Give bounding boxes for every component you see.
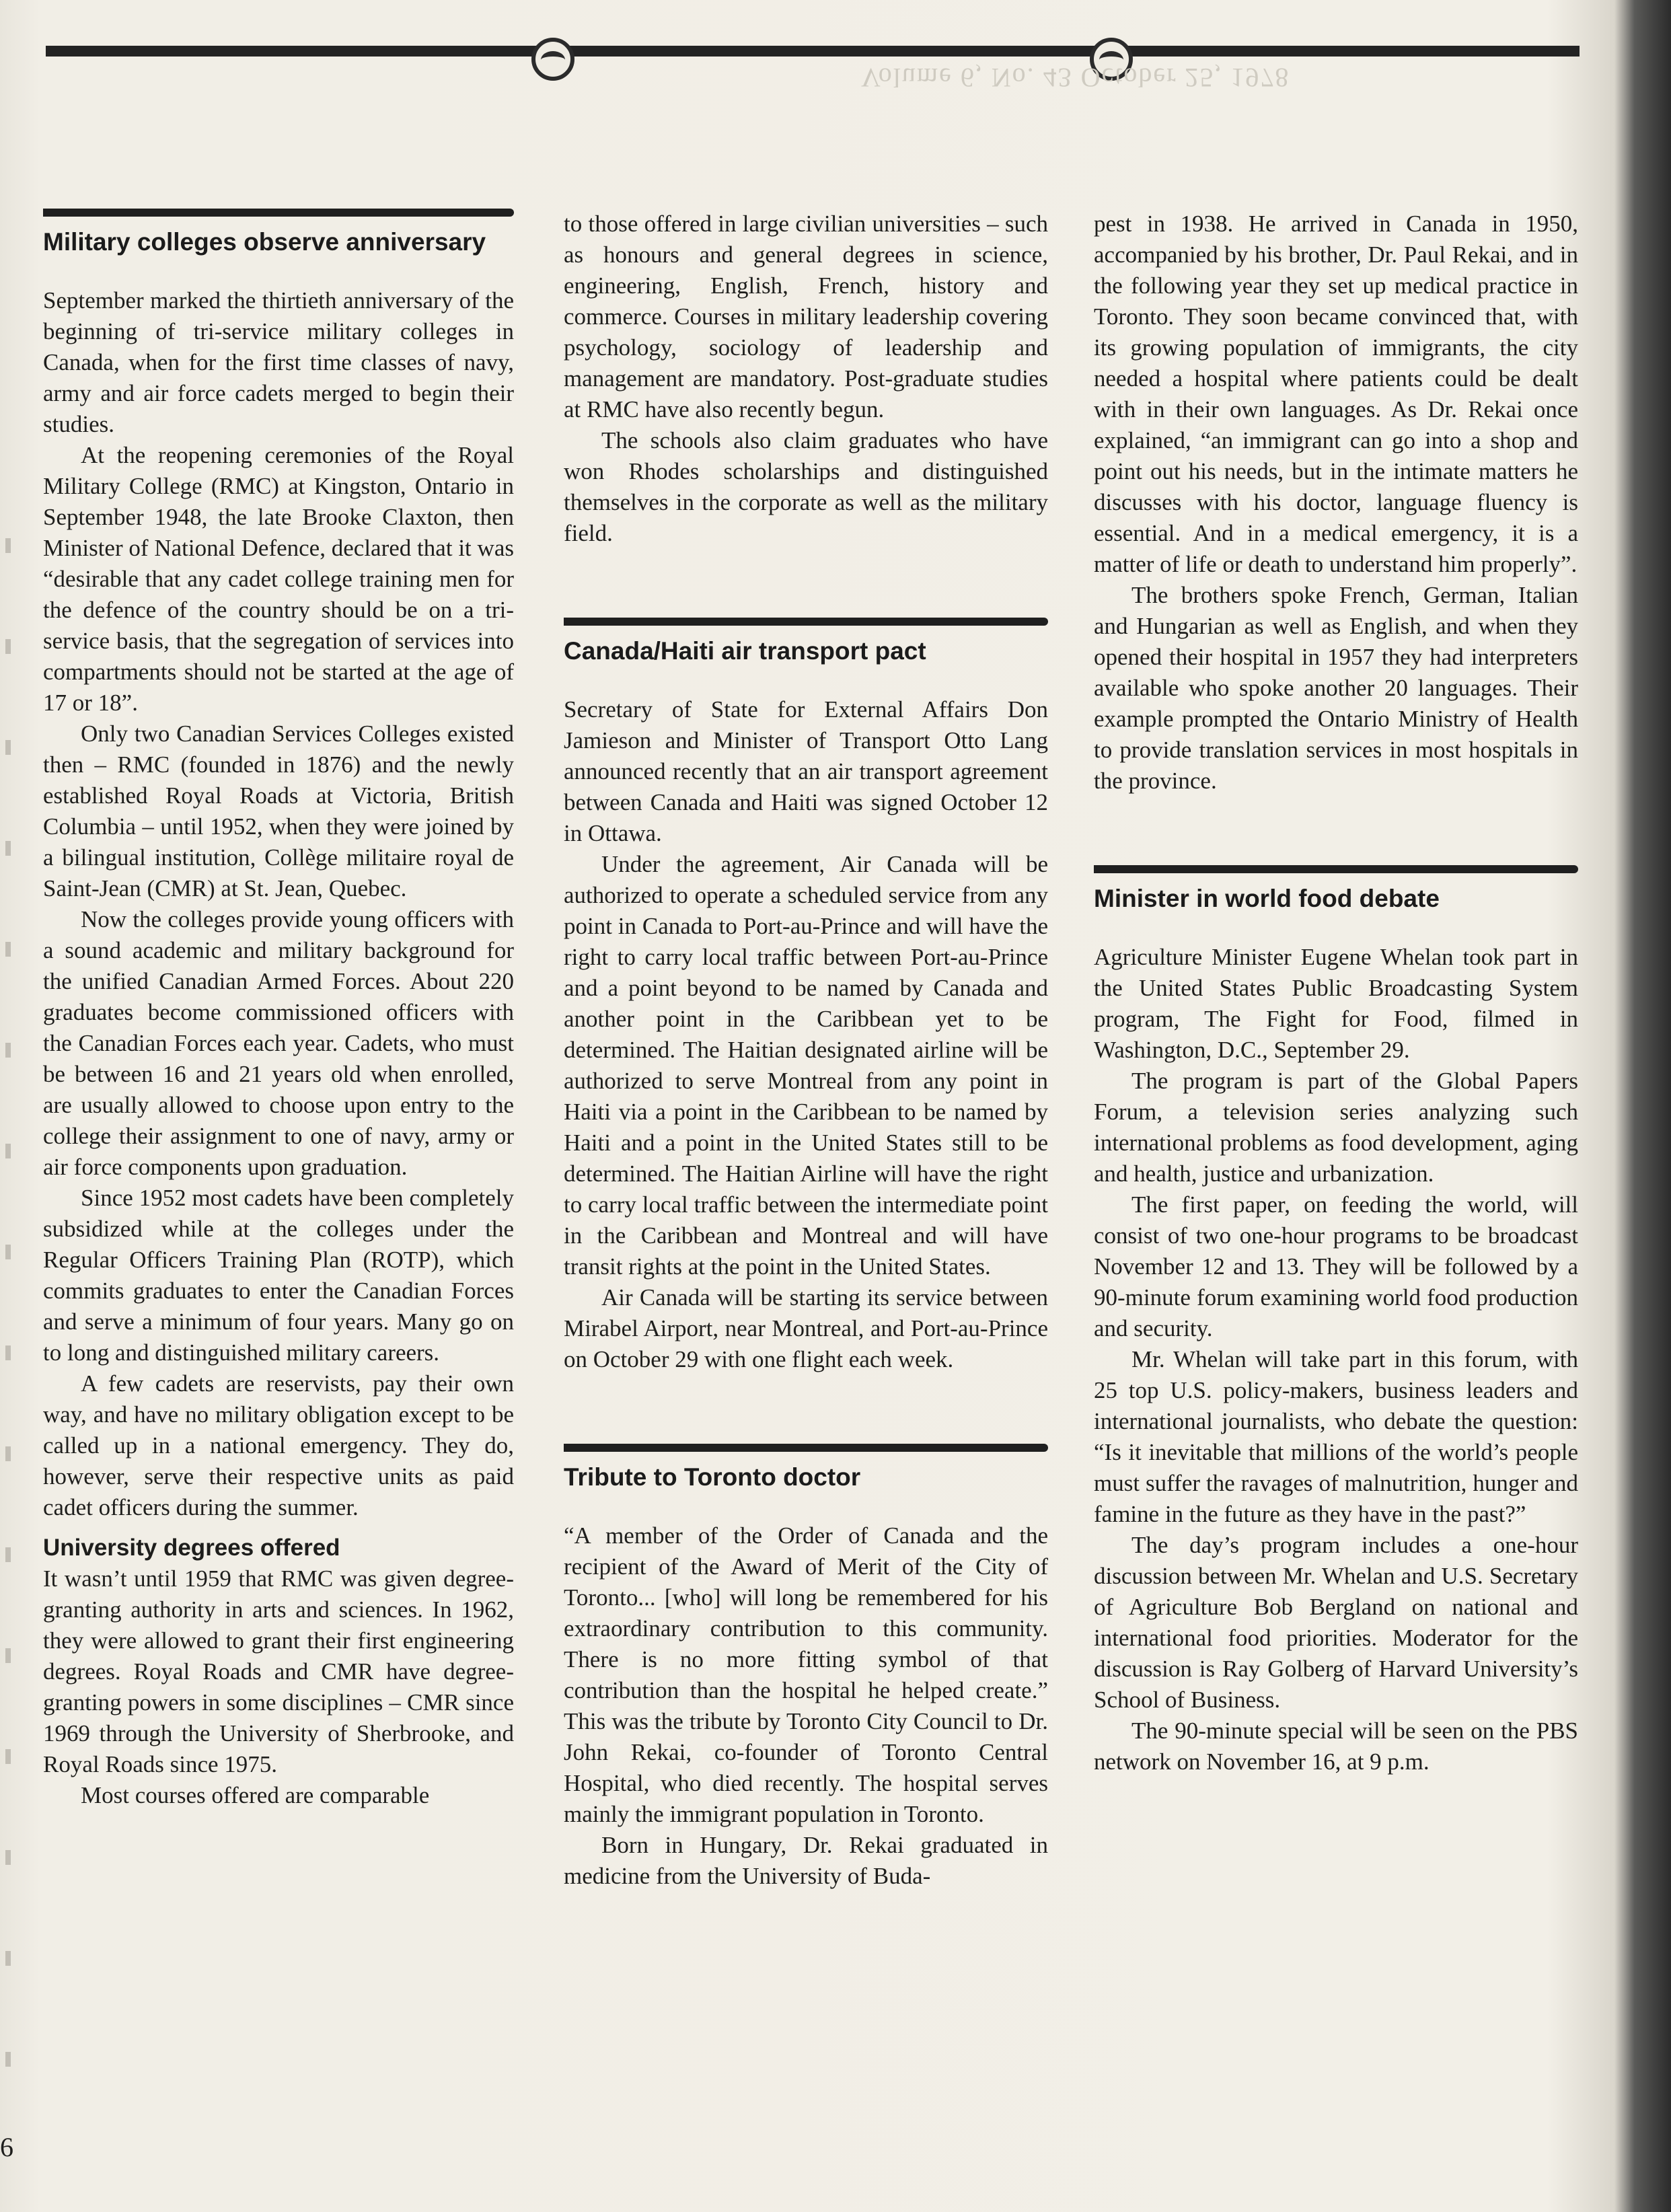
article-paragraph: The program is part of the Global Papers Forum, a television series analyzing such international problems as food development, aging and health, justice and urbanization. — [1094, 1068, 1578, 1187]
article-paragraph: Under the agreement, Air Canada will be authorized to operate a scheduled service from any point in Canada to Port-au-Prince and will have the right to carry local traffic between Port-au-Prince and a point beyond to be named by Canada and another point in the Caribbean yet to be determined. The Haitian designated airline will be authorized to serve Montreal from any point in Haiti via a point in the Caribbean to be named by Haiti and a point in the United States still to be determined. The Haitian Airline will have the right to carry local traffic between the intermediate point in the Caribbean and Montreal and will have transit rights at the point in the United States. — [564, 851, 1048, 1280]
article-paragraph: Agriculture Minister Eugene Whelan took part in the United States Public Broadcasting System program, The Fight for Food, filmed in Washington, D.C., September 29. — [1094, 944, 1578, 1063]
article-paragraph: September marked the thirtieth anniversary of the beginning of tri-service military colleges in Canada, when for the first time classes of navy, army and air force cadets merged to begin their studies. — [43, 287, 514, 437]
article-paragraph: Most courses offered are comparable — [81, 1782, 430, 1808]
article-paragraph: Since 1952 most cadets have been completely subsidized while at the colleges under the Regular Officers Training Plan (ROTP), which commits graduates to enter the Canadian Forces and serve a minimum of four years. Many go on to long and distinguished military careers. — [43, 1185, 514, 1366]
column-3 — [1094, 209, 1578, 1777]
article-headline: Canada/Haiti air transport pact — [564, 637, 926, 665]
article-paragraph: Mr. Whelan will take part in this forum, with 25 top U.S. policy-makers, business leaders and international journalists, who debate the question: “Is it inevitable that millions of the world’s people must suffer the ravages of malnutrition, hunger and famine in the future as they have in the past?” — [1094, 1346, 1578, 1527]
article-headline: Tribute to Toronto doctor — [564, 1463, 861, 1491]
article-headline: Military colleges observe anniversary — [43, 228, 486, 256]
ornament-icon — [531, 38, 574, 81]
article-paragraph: Now the colleges provide young officers with a sound academic and military background for the unified Canadian Armed Forces. About 220 graduates become commissioned officers with the Canadian Forces each year. Cadets, who must be between 16 and 21 years old when enrolled, are usually allowed to choose upon entry to the college their assignment to one of navy, army or air force components upon graduation. — [43, 906, 514, 1180]
article-paragraph: The day’s program includes a one-hour discussion between Mr. Whelan and U.S. Secretary of Agriculture Bob Bergland on national and international food priorities. Moderator for the discussion is Ray Golberg of Harvard University’s School of Business. — [1094, 1532, 1578, 1713]
section-rule — [1094, 865, 1578, 873]
article-paragraph: Secretary of State for External Affairs Don Jamieson and Minister of Transport Otto Lang announced recently that an air transport agreement between Canada and Haiti was signed October 12 in Ottawa. — [564, 696, 1048, 846]
article-subhead: University degrees offered — [43, 1535, 340, 1561]
article-paragraph: to those offered in large civilian universities – such as honours and general degrees in science, engineering, English, French, history and commerce. Courses in military leadership covering psychology, sociology of leadership and management are mandatory. Post-graduate studies at RMC have also recently begun. — [564, 211, 1048, 422]
section-rule — [43, 209, 514, 217]
article-paragraph: pest in 1938. He arrived in Canada in 1950, accompanied by his brother, Dr. Paul Rekai, and in the following year they set up medical practice in Toronto. They soon became convinced that, with its growing population of immigrants, the city needed a hospital where patients could be dealt with in their own languages. As Dr. Rekai once explained, “an immigrant can go into a shop and point out his needs, but in the intimate matters he discusses with his doctor, language fluency is essential. And in a medical emergency, it is a matter of life or death to understand him properly”. — [1094, 211, 1578, 577]
article-paragraph: Born in Hungary, Dr. Rekai graduated in medicine from the University of Buda- — [564, 1832, 1048, 1889]
article-paragraph: “A member of the Order of Canada and the recipient of the Award of Merit of the City of Toronto... [who] will long be remembered for his extraordinary contribution to this community. There is no more fitting symbol of that contribution than the hospital he helped create.” This was the tribute by Toronto City Council to Dr. John Rekai, co-founder of Toronto Central Hospital, who died recently. The hospital serves mainly the immigrant population in Toronto. — [564, 1522, 1048, 1827]
article-paragraph: At the reopening ceremonies of the Royal Military College (RMC) at Kingston, Ontario in September 1948, the late Brooke Claxton, then Minister of National Defence, declared that it was “desirable that any cadet college training men for the defence of the country should be on a tri-service basis, that the segregation of services into compartments should not be started at the age of 17 or 18”. — [43, 442, 514, 716]
article-paragraph: The 90-minute special will be seen on the PBS network on November 16, at 9 p.m. — [1094, 1718, 1578, 1775]
article-paragraph: The schools also claim graduates who have won Rhodes scholarships and distinguished themselves in the corporate as well as the military field. — [564, 427, 1048, 546]
section-rule — [564, 1444, 1048, 1452]
article-paragraph: It wasn’t until 1959 that RMC was given degree-granting authority in arts and sciences. In 1962, they were allowed to grant their first engineering degrees. Royal Roads and CMR have degree-granting powers in some disciplines – CMR since 1969 through the University of Sherbrooke, and Royal Roads since 1975. — [43, 1565, 514, 1777]
article-paragraph: Air Canada will be starting its service between Mirabel Airport, near Montreal, and Port-au-Prince on October 29 with one flight each week. — [564, 1284, 1048, 1372]
section-rule — [564, 618, 1048, 626]
article-headline: Minister in world food debate — [1094, 885, 1440, 912]
top-rule — [46, 46, 1580, 57]
article-paragraph: Only two Canadian Services Colleges existed then – RMC (founded in 1876) and the newly established Royal Roads at Victoria, British Columbia – until 1952, when they were joined by a bilingual institution, Collège militaire royal de Saint-Jean (CMR) at St. Jean, Quebec. — [43, 721, 514, 901]
page-number: 6 — [0, 2132, 13, 2162]
article-paragraph: The first paper, on feeding the world, will consist of two one-hour programs to be broadcast November 12 and 13. They will be followed by a 90-minute forum examining world food production and security. — [1094, 1191, 1578, 1341]
article-paragraph: The brothers spoke French, German, Italian and Hungarian as well as English, and when they opened their hospital in 1957 they had interpreters available who spoke another 20 languages. Their example prompted the Ontario Ministry of Health to provide translation services in most hospitals in the province. — [1094, 582, 1578, 794]
article-paragraph: A few cadets are reservists, pay their own way, and have no military obligation except to be called up in a national emergency. They do, however, serve their respective units as paid cadet officers during the summer. — [43, 1370, 514, 1520]
binding-marks — [5, 498, 11, 2112]
column-1 — [43, 209, 514, 1811]
column-2 — [564, 209, 1048, 1892]
bleed-through-header: Volume 6, No. 43 October 25, 1978 — [861, 63, 1290, 93]
